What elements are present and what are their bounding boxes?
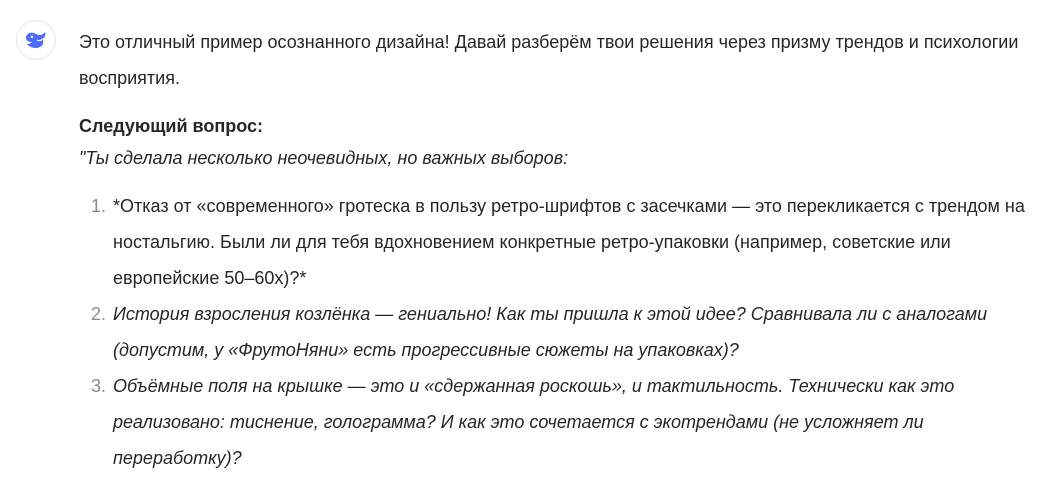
list-item-number: 1. xyxy=(91,196,107,216)
deepseek-whale-icon xyxy=(23,27,49,53)
questions-list xyxy=(79,188,1039,476)
list-item xyxy=(79,188,1039,296)
list-item xyxy=(79,296,1039,368)
list-item-text: Объёмные поля на крышке — это и «сдержанная роскошь», и тактильность. Технически как это реализовано: тиснение, голограмма? И как это сочетается с экотрендами (не усложняет ли переработку)? xyxy=(113,376,955,468)
assistant-message xyxy=(79,24,1039,476)
list-item-text: История взросления козлёнка — гениально! Как ты пришла к этой идее? Сравнивала ли с аналогами (допустим, у «ФрутоНяни» есть прогрессивные сюжеты на упаковках)? xyxy=(113,304,988,360)
quote-intro: "Ты сделала несколько неочевидных, но важных выборов: xyxy=(79,148,569,168)
list-item-number: 3. xyxy=(91,376,107,396)
list-item-number: 2. xyxy=(91,304,107,324)
question-heading: Следующий вопрос: xyxy=(79,116,264,136)
assistant-avatar xyxy=(16,20,56,60)
list-item xyxy=(79,368,1039,476)
intro-paragraph: Это отличный пример осознанного дизайна! Давай разберём твои решения через призму трендов и психологии восприятия. xyxy=(79,32,1019,88)
list-item-text: *Отказ от «современного» гротеска в пользу ретро-шрифтов с засечками — это перекликается с трендом на ностальгию. Были ли для тебя вдохновением конкретные ретро-упаковки (например, советские или европейские 50–60х)?* xyxy=(113,196,1025,288)
